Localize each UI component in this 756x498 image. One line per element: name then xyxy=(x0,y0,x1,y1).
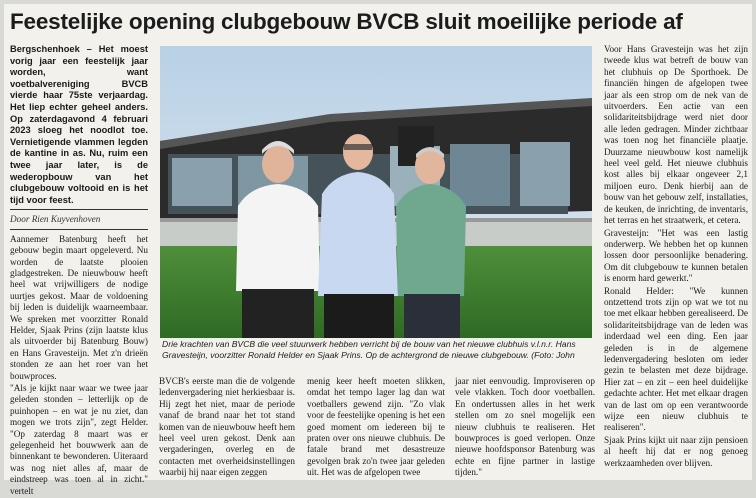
divider xyxy=(10,209,148,210)
column-1 xyxy=(10,44,148,498)
body-paragraph: BVCB's eerste man die de volgende ledenvergadering niet herkiesbaar is. Hij zegt het niet, maar de periode vanaf de brand naar het tot stand komen van de nieuwbouw heeft hem heel veel uren gekost. Denk aan vergaderingen, overleg en de contacten met overheidsinstellingen waarbij hij naar eigen zeggen xyxy=(159,376,295,478)
article-intro: Bergschenhoek – Het moest vorig jaar een feestelijk jaar worden, want voetbalvereniging BVCB vierde haar 75ste verjaardag. Het liep echter geheel anders. Op zaterdagavond 4 februari 2023 sloeg het noodlot toe. Vernietigende vlammen legden de kantine in as. Nu, ruim een twee jaar later, is de wederopbouw van het clubgebouw voltooid en is het tijd voor feest. xyxy=(10,44,148,205)
newspaper-page xyxy=(4,4,752,496)
body-paragraph: jaar niet eenvoudig. Improviseren op vele vlakken. Toch door voetballen. En ondertussen alles in het werk stellen om zo snel mogelijk een nieuw clubhuis te realiseren. Het bouwproces is goed verlopen. Onze nieuwe hoofdsponsor Batenburg was echte en fijne partner in lastige tijden." xyxy=(455,376,595,478)
body-paragraph: menig keer heeft moeten slikken, omdat het tempo lager lag dan wat voetballers gewend zijn. "Zo vlak voor de feestelijke opening is het een goed moment om iedereen bij te praten over ons nieuwe clubhuis. De fatale brand met desastreuze gevolgen brak zo'n twee jaar geleden uit. Het was de afgelopen twee xyxy=(307,376,445,478)
body-paragraph: Gravesteijn: "Het was een lastig onderwerp. We hebben het op kunnen lossen door persoonlijke benadering. Om dit clubgebouw te kunnen betalen is enorm hard gewerkt." xyxy=(604,227,748,284)
body-paragraph: Sjaak Prins kijkt uit naar zijn pensioen al heeft hij dat er nog genoeg werkzaamheden over blijven. xyxy=(604,434,748,468)
photo-clubhouse-three-men xyxy=(160,46,592,338)
column-3 xyxy=(307,376,445,480)
body-paragraph: "Als je kijkt naar waar we twee jaar geleden stonden – letterlijk op de puinhopen – en wat je nu ziet, dan mogen we trots zijn", zegt Helder. "Op zaterdag 8 maart was er gelegenheid het bouwwerk aan de binnenkant te bewonderen. Uiteraard was nog niet alles af, maar de eindstreep was toen al in zicht." vertelt xyxy=(10,383,148,496)
article-photo xyxy=(160,46,592,338)
divider xyxy=(10,229,148,230)
column-2 xyxy=(159,376,295,480)
byline: Door Rien Kuyvenhoven xyxy=(10,214,101,225)
body-paragraph: Voor Hans Gravesteijn was het zijn tweede klus wat betreft de bouw van het clubhuis op De Sporthoek. De financiën hingen de afgelopen twee jaar als een strop om de nek van de uitvoerders. Een actie van een solidariteitsbijdrage werd niet door alle leden gedragen. Minder zichtbaar was toen nog het financiële plaatje. Duurzame nieuwbouw kost namelijk heel veel geld. Het nieuwe clubhuis kost alles bij elkaar ongeveer 2,1 miljoen euro. Denk hierbij aan de bouw van het gebouw zelf, installaties, de keuken, de inrichting, de inventaris, het terras en het straatwerk, et cetera. xyxy=(604,44,748,226)
body-paragraph: Aannemer Batenburg heeft het gebouw begin maart opgeleverd. Nu worden de laatste plooien gladgestreken. De nieuwbouw heeft heel wat vrijwilligers de nodige uurtjes gekost. Maar de voldoening bij leden is duidelijk waarneembaar. We spreken met voorzitter Ronald Helder, Sjaak Prins (zijn laatste klus als uitvoerder bij Batenburg Bouw) en Hans Gravesteijn. Met z'n drieën stonden ze aan het roer van het bouwproces. xyxy=(10,233,148,381)
column-5 xyxy=(604,44,748,470)
photo-caption: Drie krachten van BVCB die veel stuurwerk hebben verricht bij de bouw van het nieuwe clubhuis v.l.n.r. Hans Gravesteijn, voorzitter Ronald Helder en Sjaak Prins. Op de achtergrond de nieuwe clubgebouw. (Foto: John xyxy=(162,339,576,360)
article-headline: Feestelijke opening clubgebouw BVCB sluit moeilijke periode af xyxy=(10,9,683,34)
column-4 xyxy=(455,376,595,480)
body-paragraph: Ronald Helder: "We kunnen ontzettend trots zijn op wat we tot nu toe met elkaar hebben gerealiseerd. De solidariteitsbijdrage van de leden was inderdaad wel een ding. Een jaar geleden is in de algemene ledenvergadering besloten om ieder gezin te belasten met deze bijdrage. Hier zat – en zit – een heel duidelijke gedachte achter. Het met elkaar dragen van de last om op een verantwoorde wijze een nieuw clubhuis te realiseren". xyxy=(604,285,748,433)
